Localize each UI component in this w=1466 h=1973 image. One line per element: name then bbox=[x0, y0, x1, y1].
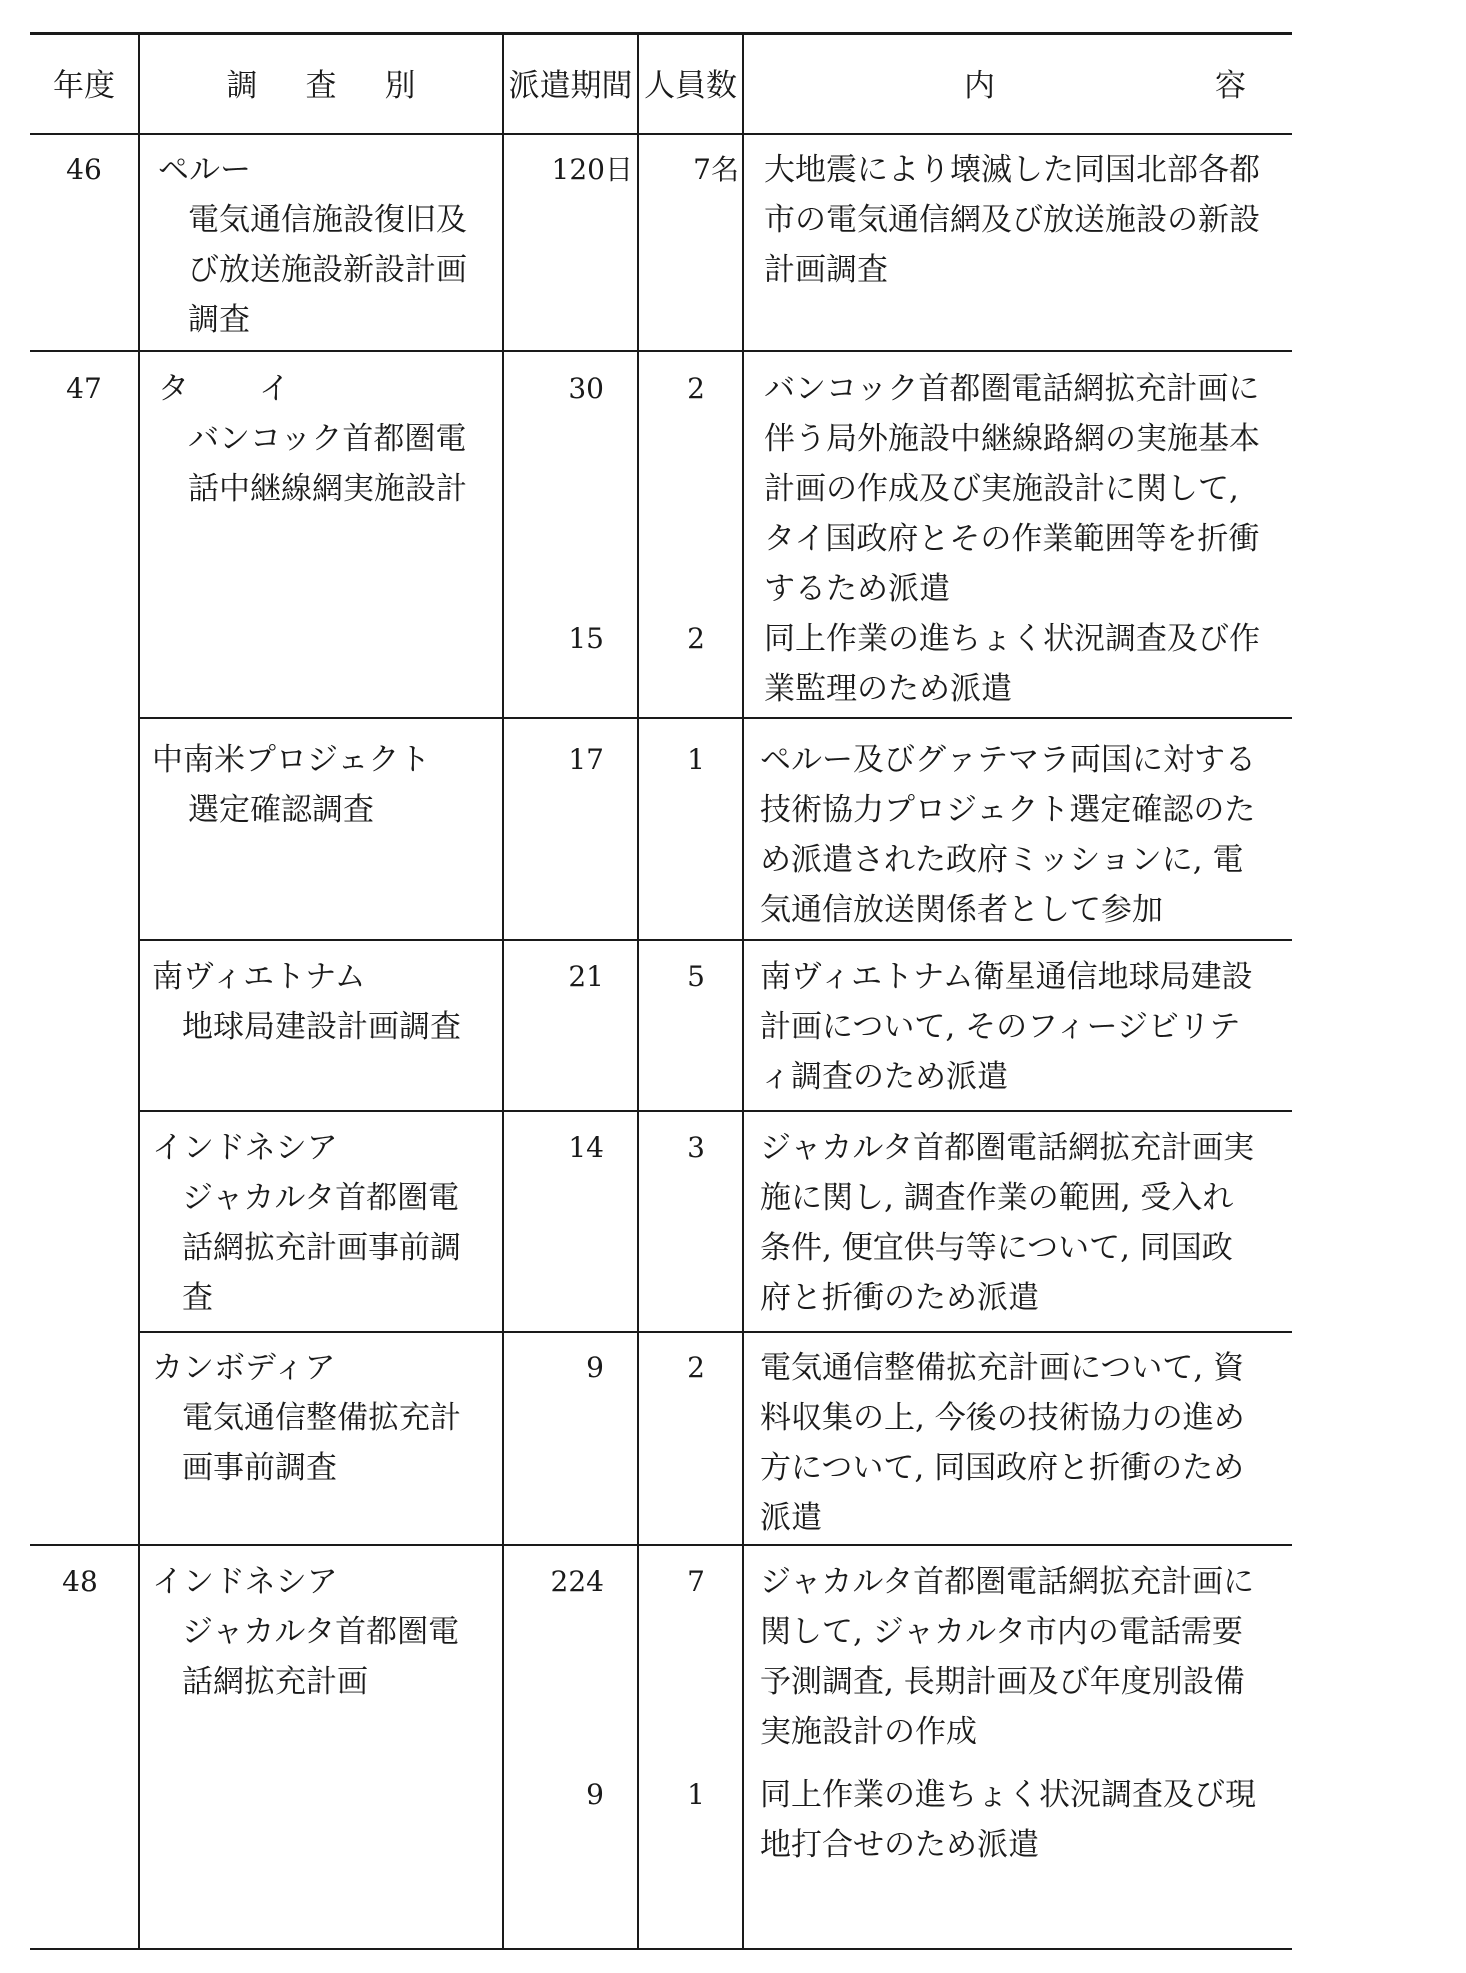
content-line: 技術協力プロジェクト選定確認のた bbox=[760, 792, 1256, 828]
year-48: 48 bbox=[62, 1565, 98, 1598]
content-line: 地打合せのため派遣 bbox=[760, 1827, 1039, 1863]
survey-title-line: 話網拡充計画 bbox=[182, 1664, 368, 1700]
people-value: 3 bbox=[687, 1131, 705, 1164]
content-line: するため派遣 bbox=[764, 571, 950, 607]
content-line: タイ国政府とその作業範囲等を折衝 bbox=[764, 521, 1260, 557]
content-line: 伴う局外施設中継線路網の実施基本 bbox=[764, 421, 1260, 457]
people-value: 5 bbox=[687, 960, 705, 993]
period-value: 17 bbox=[568, 743, 604, 776]
year-46: 46 bbox=[66, 153, 102, 186]
content-line: 府と折衝のため派遣 bbox=[760, 1280, 1039, 1316]
survey-country: タ イ bbox=[158, 371, 320, 407]
content-line: 計画調査 bbox=[764, 252, 888, 288]
content-line: ィ調査のため派遣 bbox=[760, 1059, 1008, 1095]
content-line: 方について, 同国政府と折衝のため bbox=[760, 1450, 1245, 1486]
survey-title-line: バンコック首都圏電 bbox=[188, 421, 467, 457]
content-line: め派遣された政府ミッションに, 電 bbox=[760, 842, 1244, 878]
header-year: 年度 bbox=[53, 68, 115, 104]
content-line: バンコック首都圏電話網拡充計画に bbox=[764, 371, 1260, 407]
rule-47-a bbox=[140, 717, 1292, 719]
period-value: 15 bbox=[568, 622, 604, 655]
content-line: ペルー及びグァテマラ両国に対する bbox=[760, 742, 1256, 778]
survey-title-line: 調査 bbox=[188, 302, 250, 338]
col-rule-people bbox=[742, 32, 744, 1950]
survey-title-line: 選定確認調査 bbox=[188, 792, 374, 828]
content-line: 気通信放送関係者として参加 bbox=[760, 892, 1163, 928]
period-value: 120日 bbox=[551, 153, 633, 186]
rule-47-48 bbox=[30, 1544, 1292, 1546]
content-line: 施に関し, 調査作業の範囲, 受入れ bbox=[760, 1180, 1234, 1216]
people-value: 2 bbox=[687, 372, 705, 405]
header-survey: 調査別 bbox=[226, 68, 464, 104]
content-line: 同上作業の進ちょく状況調査及び作 bbox=[764, 621, 1260, 657]
survey-title-line: 電気通信施設復旧及 bbox=[188, 202, 467, 238]
period-value: 9 bbox=[586, 1778, 604, 1811]
people-value: 1 bbox=[687, 743, 705, 776]
survey-title-line: び放送施設新設計画 bbox=[188, 252, 467, 288]
survey-country: カンボディア bbox=[152, 1350, 336, 1386]
content-line: ジャカルタ首都圏電話網拡充計画に bbox=[760, 1564, 1255, 1600]
people-value: 7 bbox=[687, 1565, 705, 1598]
people-value: 1 bbox=[687, 1778, 705, 1811]
table-bottom-rule bbox=[30, 1948, 1292, 1950]
content-line: 計画の作成及び実施設計に関して, bbox=[764, 471, 1239, 507]
rule-47-b bbox=[140, 939, 1292, 941]
content-line: 同上作業の進ちょく状況調査及び現 bbox=[760, 1777, 1256, 1813]
period-value: 224 bbox=[550, 1565, 604, 1598]
table-top-rule bbox=[30, 32, 1292, 35]
content-line: 業監理のため派遣 bbox=[764, 671, 1012, 707]
year-47: 47 bbox=[66, 372, 102, 405]
col-rule-year bbox=[138, 32, 140, 1950]
survey-title-line: ジャカルタ首都圏電 bbox=[182, 1614, 460, 1650]
content-line: 市の電気通信網及び放送施設の新設 bbox=[764, 202, 1260, 238]
content-line: 派遣 bbox=[760, 1500, 822, 1536]
survey-title-line: ジャカルタ首都圏電 bbox=[182, 1180, 460, 1216]
content-line: 料収集の上, 今後の技術協力の進め bbox=[760, 1400, 1245, 1436]
period-value: 9 bbox=[586, 1351, 604, 1384]
survey-country: 中南米プロジェクト bbox=[152, 742, 431, 778]
survey-title-line: 電気通信整備拡充計 bbox=[182, 1400, 461, 1436]
content-line: 南ヴィエトナム衛星通信地球局建設 bbox=[760, 959, 1253, 995]
survey-title-line: 地球局建設計画調査 bbox=[182, 1009, 461, 1045]
survey-country: インドネシア bbox=[152, 1564, 338, 1600]
content-line: 予測調査, 長期計画及び年度別設備 bbox=[760, 1664, 1245, 1700]
survey-country: ペルー bbox=[158, 152, 251, 188]
survey-title-line: 査 bbox=[182, 1280, 213, 1316]
content-line: 条件, 便宜供与等について, 同国政 bbox=[760, 1230, 1233, 1266]
rule-47-c bbox=[140, 1110, 1292, 1112]
period-value: 21 bbox=[568, 960, 604, 993]
content-line: 関して, ジャカルタ市内の電話需要 bbox=[760, 1614, 1243, 1650]
survey-country: 南ヴィエトナム bbox=[152, 959, 366, 995]
rule-46-47 bbox=[30, 350, 1292, 352]
content-line: ジャカルタ首都圏電話網拡充計画実 bbox=[760, 1130, 1255, 1166]
people-value: 2 bbox=[687, 622, 705, 655]
survey-title-line: 話網拡充計画事前調 bbox=[182, 1230, 461, 1266]
content-line: 計画について, そのフィージビリテ bbox=[760, 1009, 1241, 1045]
people-value: 2 bbox=[687, 1351, 705, 1384]
survey-country: インドネシア bbox=[152, 1130, 338, 1166]
content-line: 大地震により壊滅した同国北部各都 bbox=[764, 152, 1260, 188]
content-line: 電気通信整備拡充計画について, 資 bbox=[760, 1350, 1245, 1386]
header-people: 人員数 bbox=[644, 68, 737, 104]
content-line: 実施設計の作成 bbox=[760, 1714, 977, 1750]
survey-title-line: 話中継線網実施設計 bbox=[188, 471, 467, 507]
header-bottom-rule bbox=[30, 133, 1292, 135]
period-value: 30 bbox=[568, 372, 604, 405]
rule-47-d bbox=[140, 1331, 1292, 1333]
period-value: 14 bbox=[568, 1131, 604, 1164]
header-content: 内容 bbox=[964, 68, 1466, 104]
survey-title-line: 画事前調査 bbox=[182, 1450, 337, 1486]
header-period: 派遣期間 bbox=[508, 68, 633, 104]
people-value: 7名 bbox=[693, 153, 739, 186]
